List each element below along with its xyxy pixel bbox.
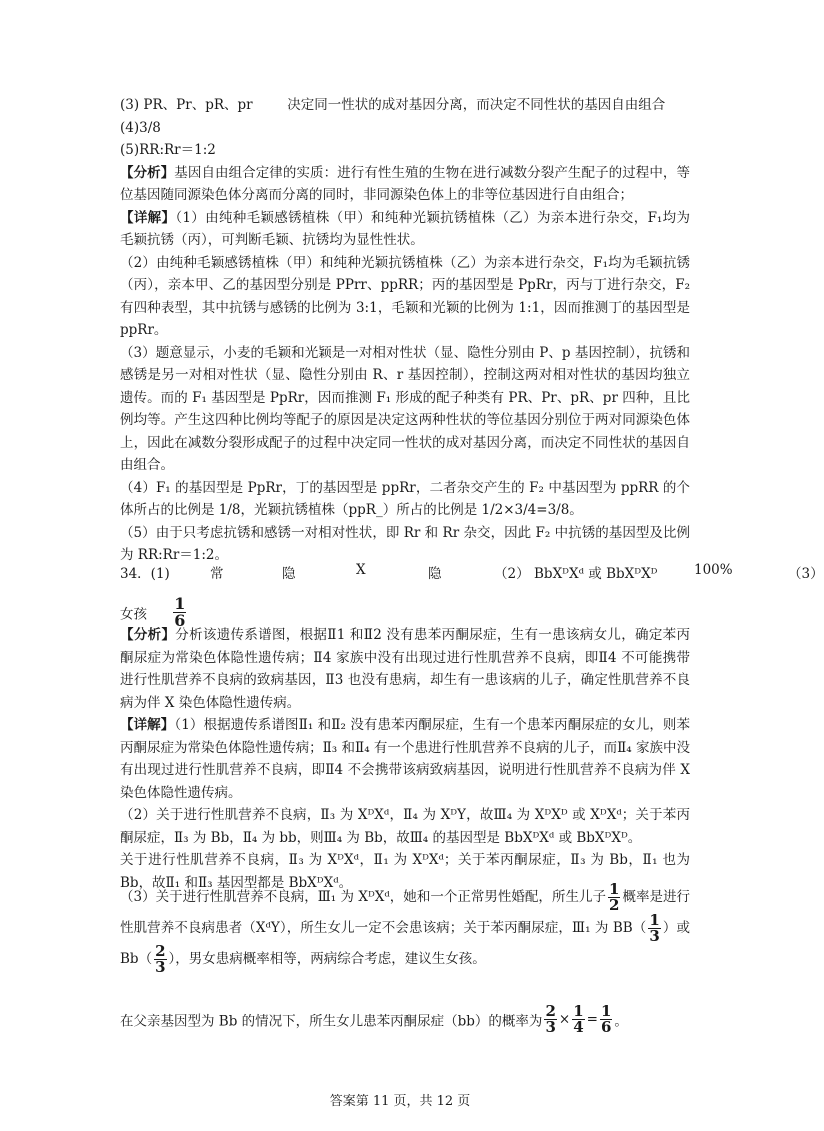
- fraction-denominator: 3: [545, 1018, 556, 1036]
- q34-genotype: BbXᴰXᵈ 或 BbXᴰXᴰ: [534, 566, 658, 582]
- fraction-two-thirds: [154, 944, 166, 975]
- detail-paragraph-4: （4）F₁ 的基因型是 PpRr，丁的基因型是 ppRr，二者杂交产生的 F₂ 中基因型为 ppRR 的个体所占的比例是 1/8，光颖抗锈植株（ppR_）所占的比例是 1/2×3/4=3/8。: [120, 479, 690, 518]
- q34-part-2-label: （2）: [494, 566, 530, 582]
- answer-3-reason: 决定同一性状的成对基因分离，而决定不同性状的基因自由组合: [287, 97, 666, 113]
- answer-3-line: [120, 94, 690, 117]
- analysis-text: 基因自由组合定律的实质：进行有性生殖的生物在进行减数分裂产生配子的过程中，等位基因随同源染色体分离而分离的同时，非同源染色体上的非等位基因进行自由组合；: [120, 164, 691, 203]
- q34-answer-chang: 常: [210, 566, 224, 582]
- final-period: 。: [614, 1013, 628, 1030]
- detail-paragraph-3: （3）题意显示，小麦的毛颖和光颖是一对相对性状（显、隐性分别由 P、p 基因控制），抗锈和感锈是另一对相对性状（显、隐性分别由 R、r 基因控制），控制这两对相对性状的基因均独立遗传。而的 F₁ 基因型是 PpRr，因而推测 F₁ 形成的配子种类有 PR、Pr、pR、pr 四种，且比例均等。产生这四种比例均等配子的原因是决定这两种性状的等位基因分别位于两对同源染色体上，因此在减数分裂形成配子的过程中决定同一性状的成对基因分离，而决定不同性状的基因自由组合。: [120, 344, 690, 473]
- page-footer: 答案第 11 页，共 12 页: [329, 1094, 471, 1109]
- answer-4-line: (4)3/8: [120, 119, 161, 136]
- q34-final-pre: 在父亲基因型为 Bb 的情况下，所生女儿患苯丙酮尿症（bb）的概率为: [120, 1013, 543, 1030]
- equals-sign: =: [586, 1011, 598, 1028]
- fraction-numerator: 1: [174, 594, 186, 613]
- detail-tag: 【详解】: [120, 209, 176, 226]
- detail-paragraph-1: [120, 207, 690, 252]
- q34-detail-paragraph-2b: 关于进行性肌营养不良病，Ⅱ₃ 为 XᴰXᵈ，Ⅱ₁ 为 XᴰXᵈ；关于苯丙酮尿症，Ⅱ₃ 为 Bb，Ⅱ₁ 也为 Bb，故Ⅱ₁ 和Ⅱ₃ 基因型都是 BbXᴰXᵈ。: [120, 852, 690, 891]
- q34-analysis-text: 分析该遗传系谱图，根据Ⅱ1 和Ⅱ2 没有患苯丙酮尿症，生有一患该病女儿，确定苯丙酮尿症为常染色体隐性遗传病；Ⅱ4 家族中没有出现过进行性肌营养不良病，即Ⅱ4 不可能携带进行性肌营养不良病的致病基因，Ⅱ3 也没有患病，却生有一患该病的儿子，确定性肌营养不良病为伴 X 染色体隐性遗传病。: [120, 627, 690, 711]
- q34-part-3-label: （3）: [788, 566, 824, 582]
- fraction-denominator: 3: [155, 958, 166, 976]
- q34-detail-3-text: [120, 882, 690, 975]
- fraction-one-third: [648, 913, 660, 944]
- q34-answer-yin-2: 隐: [428, 566, 442, 582]
- q34-answer-yin-1: 隐: [282, 566, 296, 582]
- fraction-one-half: [608, 882, 620, 913]
- answer-5-line: (5)RR:Rr＝1:2: [120, 142, 216, 158]
- q34-d3-mid: 概率是进行性肌营养不良病患者（XᵈY），所生女儿一定不会患该病；关于苯丙酮尿症，Ⅲ₁ 为 BB（: [120, 889, 691, 936]
- detail-paragraph-2: （2）由纯种毛颖感锈植株（甲）和纯种光颖抗锈植株（乙）为亲本进行杂交，F₁均为毛颖抗锈（丙），亲本甲、乙的基因型分别是 PPrr、ppRR；丙的基因型是 PpRr，丙与丁进行杂交，F₂有四种表型，其中抗锈与感锈的比例为 3:1，毛颖和光颖的比例为 1:1，因而推测丁的基因型是 ppRr。: [120, 254, 690, 338]
- q34-analysis-tag: 【分析】: [120, 627, 176, 643]
- q34-detail-paragraph-3: [120, 882, 690, 975]
- q34-d3-or: ）或 Bb（: [120, 920, 691, 967]
- q34-detail-paragraph-2a: （2）关于进行性肌营养不良病，Ⅱ₃ 为 XᴰXᵈ，Ⅱ₄ 为 XᴰY，故Ⅲ₄ 为 XᴰXᴰ 或 XᴰXᵈ；关于苯丙酮尿症，Ⅱ₃ 为 Bb，Ⅱ₄ 为 bb，则Ⅲ₄ 为 Bb，故Ⅲ₄ 的基因型是 BbXᴰXᵈ 或 BbXᴰXᴰ。: [120, 807, 690, 846]
- analysis-tag: 【分析】: [120, 164, 175, 181]
- q34-detail-tag: 【详解】: [120, 717, 175, 733]
- q34-detail-text-1: （1）根据遗传系谱图Ⅱ₁ 和Ⅱ₂ 没有患苯丙酮尿症，生有一个患苯丙酮尿症的女儿，则苯丙酮尿症为常染色体隐性遗传病；Ⅱ₃ 和Ⅱ₄ 有一个患进行性肌营养不良病的儿子，而Ⅱ₄ 家族中没有出现过进行性肌营养不良病，即Ⅱ4 不会携带该病致病基因，说明进行性肌营养不良病为伴 X 染色体隐性遗传病。: [120, 717, 690, 801]
- q34-analysis-paragraph: [120, 624, 690, 714]
- q34-answer-girl: 女孩: [120, 606, 147, 623]
- times-sign: ×: [558, 1011, 571, 1028]
- q34-final-line: [120, 1004, 628, 1035]
- fraction-one-sixth-final: [600, 1004, 612, 1035]
- detail-text-1: （1）由纯种毛颖感锈植株（甲）和纯种光颖抗锈植株（乙）为亲本进行杂交，F₁均为毛颖抗锈（丙），可判断毛颖、抗锈均为显性性状。: [120, 209, 690, 248]
- analysis-paragraph: [120, 162, 690, 207]
- fraction-denominator: 3: [649, 927, 660, 945]
- fraction-denominator: 6: [174, 611, 186, 630]
- fraction-numerator: 2: [155, 942, 166, 960]
- detail-paragraph-5: （5）由于只考虑抗锈和感锈一对相对性状，即 Rr 和 Rr 杂交，因此 F₂ 中抗锈的基因型及比例为 RR:Rr＝1:2。: [120, 524, 690, 563]
- q34-d3-end: ），男女患病概率相等，两病综合考虑，建议生女孩。: [168, 951, 486, 967]
- q34-percent: 100%: [694, 562, 733, 578]
- answer-3-gametes: (3) PR、Pr、pR、pr: [120, 97, 253, 113]
- q34-number: 34．(1): [120, 566, 170, 582]
- q34-answer-x: X: [356, 562, 366, 578]
- fraction-numerator: 1: [609, 880, 620, 898]
- fraction-denominator: 4: [573, 1018, 584, 1036]
- q34-d3-pre: （3）关于进行性肌营养不良病，Ⅲ₁ 为 XᴰXᵈ，她和一个正常男性婚配，所生儿子: [120, 889, 606, 905]
- fraction-numerator: 2: [545, 1002, 556, 1020]
- answer-block-33: [120, 94, 690, 567]
- q34-answer-line: [120, 562, 824, 582]
- fraction-two-thirds-final: [544, 1004, 556, 1035]
- fraction-numerator: 1: [649, 911, 660, 929]
- q34-detail-paragraph-1: [120, 714, 690, 804]
- fraction-one-quarter: [572, 1004, 584, 1035]
- answer-block-34: [120, 624, 690, 894]
- fraction-numerator: 1: [573, 1002, 584, 1020]
- fraction-numerator: 1: [600, 1002, 612, 1020]
- fraction-denominator: 2: [609, 896, 620, 914]
- fraction-denominator: 6: [600, 1018, 612, 1036]
